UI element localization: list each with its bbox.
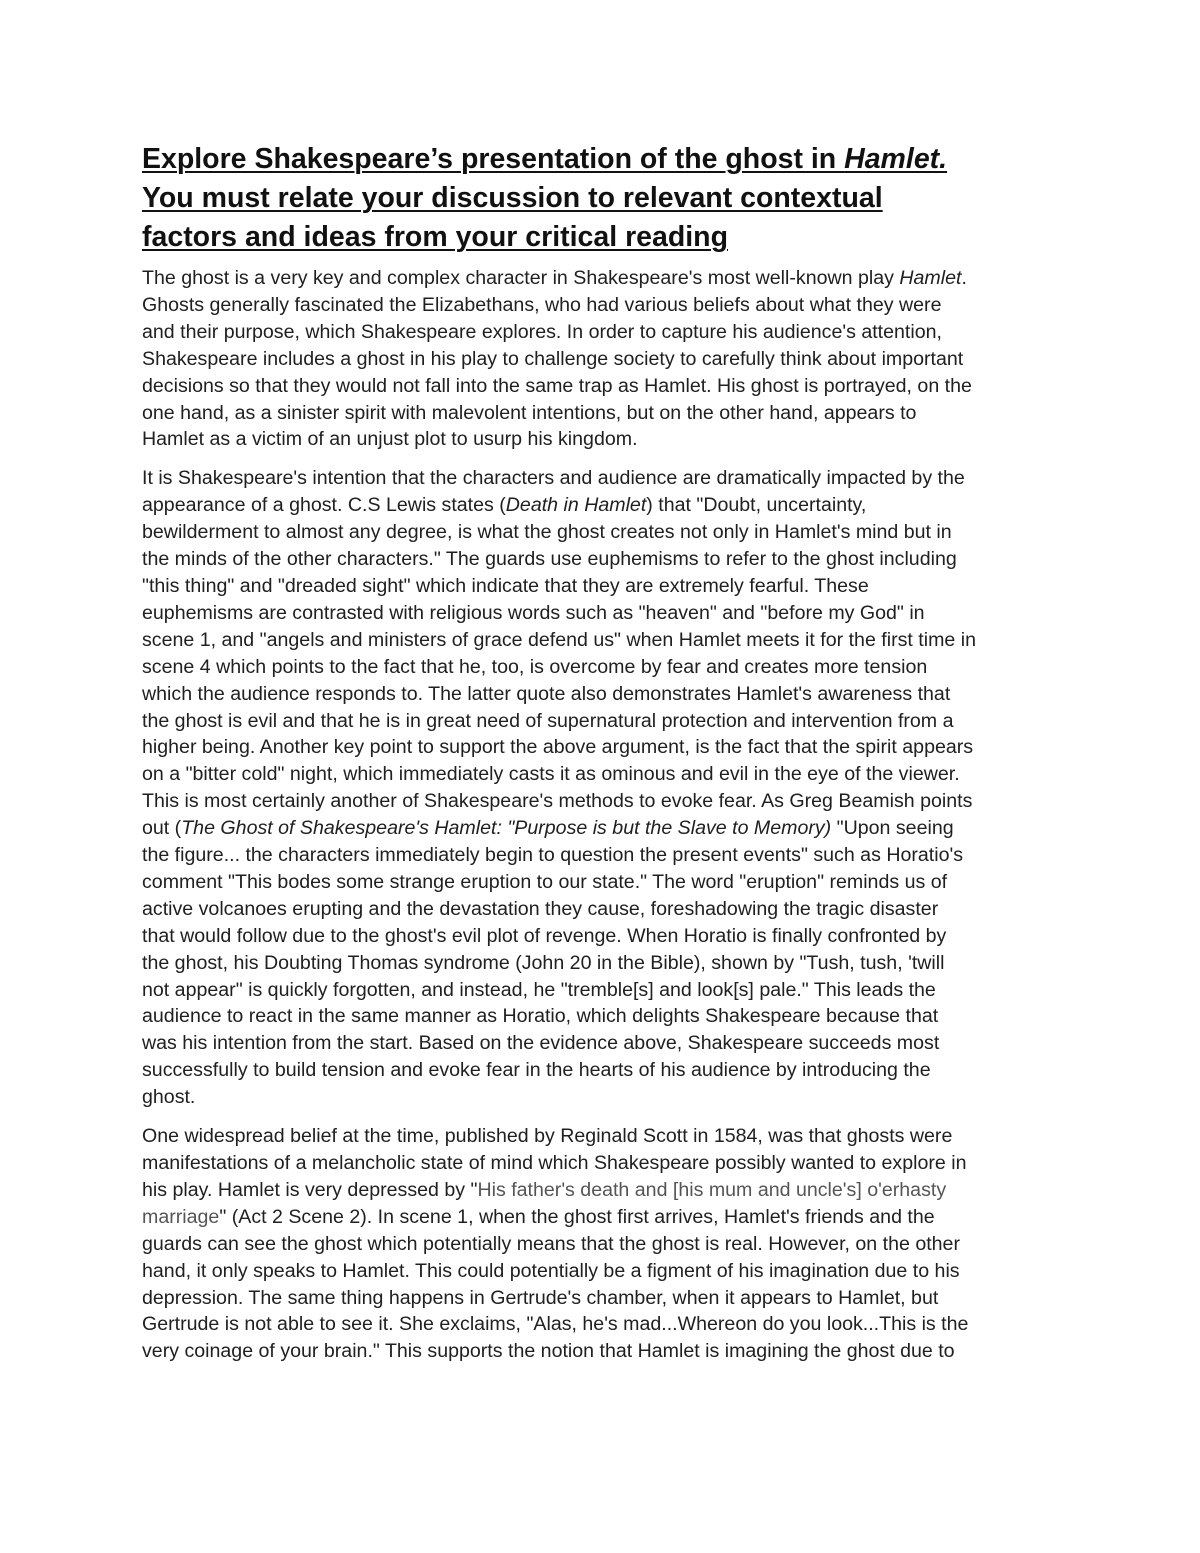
text-run: the ghost is evil and that he is in great need of supernatural protection and intervention from a: [142, 709, 954, 732]
text-line: [142, 1057, 1067, 1084]
text-run: scene 1, and "angels and ministers of grace defend us" when Hamlet meets it for the first time in: [142, 628, 976, 651]
text-line: [142, 627, 1067, 654]
text-line: [142, 292, 1067, 319]
text-line: [142, 519, 1067, 546]
text-line: [142, 373, 1067, 400]
text-run: and their purpose, which Shakespeare explores. In order to capture his audience's attention,: [142, 320, 942, 343]
paragraph: [142, 465, 1067, 1111]
document-page: [142, 140, 1067, 1377]
text-line: [142, 654, 1067, 681]
text-line: [142, 1338, 1067, 1365]
text-run: audience to react in the same manner as Horatio, which delights Shakespeare because that: [142, 1005, 939, 1028]
text-run: It is Shakespeare's intention that the characters and audience are dramatically impacted by the: [142, 467, 965, 490]
text-line: [142, 977, 1067, 1004]
text-run: One widespread belief at the time, published by Reginald Scott in 1584, was that ghosts were: [142, 1125, 953, 1148]
text-run: marriage: [142, 1205, 220, 1228]
text-run: that would follow due to the ghost's evil plot of revenge. When Horatio is finally confronted by: [142, 924, 947, 947]
text-run: which the audience responds to. The latter quote also demonstrates Hamlet's awareness that: [142, 682, 951, 705]
paragraph: [142, 1123, 1067, 1365]
text-line: [142, 492, 1067, 519]
text-line: [142, 465, 1067, 492]
text-run: Gertrude is not able to see it. She exclaims, "Alas, he's mad...Whereon do you look...This is the: [142, 1313, 969, 1336]
text-run: one hand, as a sinister spirit with malevolent intentions, but on the other hand, appears to: [142, 401, 917, 424]
text-line: [142, 869, 1067, 896]
text-line: [142, 896, 1067, 923]
text-run: This is most certainly another of Shakespeare's methods to evoke fear. As Greg Beamish points: [142, 790, 973, 813]
text-line: [142, 265, 1067, 292]
text-line: [142, 1030, 1067, 1057]
text-run: comment "This bodes some strange eruption to our state." The word "eruption" reminds us of: [142, 870, 948, 893]
text-run: the minds of the other characters." The guards use euphemisms to refer to the ghost including: [142, 548, 957, 571]
text-line: [142, 400, 1067, 427]
text-line: [142, 1177, 1067, 1204]
title-line: factors and ideas from your critical reading: [142, 221, 729, 253]
title-line: You must relate your discussion to relevant contextual: [142, 182, 883, 214]
text-run: His father's death and [his mum and uncle's] o'erhasty: [477, 1178, 947, 1201]
text-run: "this thing" and "dreaded sight" which indicate that they are extremely fearful. These: [142, 574, 869, 597]
text-line: [142, 426, 1067, 453]
text-run: Ghosts generally fascinated the Elizabethans, who had various beliefs about what they were: [142, 293, 942, 316]
text-run: .: [961, 267, 967, 289]
text-run: out (: [142, 817, 182, 840]
text-line: [142, 681, 1067, 708]
text-run: The ghost is a very key and complex character in Shakespeare's most well-known play: [142, 267, 900, 289]
text-run: ) that "Doubt, uncertainty,: [646, 494, 867, 517]
text-line: [142, 1003, 1067, 1030]
text-line: [142, 600, 1067, 627]
italic-run: The Ghost of Shakespeare's Hamlet: "Purpose is but the Slave to Memory): [181, 817, 832, 840]
text-run: Shakespeare includes a ghost in his play to challenge society to carefully think about important: [142, 347, 964, 370]
text-run: scene 4 which points to the fact that he, too, is overcome by fear and creates more tension: [142, 655, 928, 678]
text-line: [142, 1123, 1067, 1150]
text-line: [142, 546, 1067, 573]
text-run: " (Act 2 Scene 2). In scene 1, when the ghost first arrives, Hamlet's friends and the: [219, 1205, 935, 1228]
text-run: not appear" is quickly forgotten, and instead, he "tremble[s] and look[s] pale." This leads the: [142, 978, 936, 1001]
text-line: [142, 734, 1067, 761]
text-run: successfully to build tension and evoke fear in the hearts of his audience by introducing the: [142, 1059, 931, 1082]
text-line: [142, 950, 1067, 977]
text-line: [142, 346, 1067, 373]
text-line: [142, 1285, 1067, 1312]
text-line: [142, 923, 1067, 950]
essay-title: [142, 140, 1067, 257]
text-line: [142, 1204, 1067, 1231]
text-run: was his intention from the start. Based on the evidence above, Shakespeare succeeds most: [142, 1032, 940, 1055]
text-line: [142, 815, 1067, 842]
text-run: the ghost, his Doubting Thomas syndrome (John 20 in the Bible), shown by "Tush, tush, 'twill: [142, 951, 945, 974]
text-run: appearance of a ghost. C.S Lewis states (: [142, 494, 506, 517]
text-run: Hamlet as a victim of an unjust plot to usurp his kingdom.: [142, 428, 638, 451]
text-run: guards can see the ghost which potentially means that the ghost is real. However, on the other: [142, 1232, 960, 1255]
text-run: higher being. Another key point to support the above argument, is the fact that the spirit appears: [142, 736, 974, 759]
text-run: hand, it only speaks to Hamlet. This could potentially be a figment of his imagination due to his: [142, 1259, 960, 1282]
text-line: [142, 1258, 1067, 1285]
text-run: euphemisms are contrasted with religious words such as "heaven" and "before my God" in: [142, 601, 925, 624]
text-run: active volcanoes erupting and the devastation they cause, foreshadowing the tragic disaster: [142, 897, 939, 920]
paragraph: [142, 265, 1067, 453]
essay-body: [142, 265, 1067, 1365]
text-line: [142, 842, 1067, 869]
text-run: very coinage of your brain." This supports the notion that Hamlet is imagining the ghost due to: [142, 1340, 955, 1363]
text-line: [142, 1311, 1067, 1338]
text-line: [142, 1084, 1067, 1111]
text-line: [142, 319, 1067, 346]
text-run: bewilderment to almost any degree, is what the ghost creates not only in Hamlet's mind but in: [142, 521, 952, 544]
text-run: decisions so that they would not fall into the same trap as Hamlet. His ghost is portrayed, on the: [142, 374, 972, 397]
text-line: [142, 573, 1067, 600]
title-line: Explore Shakespeare’s presentation of the ghost in Hamlet.: [142, 143, 948, 175]
italic-run: Hamlet: [899, 267, 962, 289]
italic-run: Death in Hamlet: [505, 494, 647, 517]
text-line: [142, 788, 1067, 815]
text-run: depression. The same thing happens in Gertrude's chamber, when it appears to Hamlet, but: [142, 1286, 939, 1309]
text-run: ghost.: [142, 1086, 196, 1109]
text-line: [142, 708, 1067, 735]
text-run: on a "bitter cold" night, which immediately casts it as ominous and evil in the eye of the viewer.: [142, 763, 960, 786]
text-run: manifestations of a melancholic state of mind which Shakespeare possibly wanted to explore in: [142, 1152, 967, 1174]
text-line: [142, 1150, 1067, 1177]
text-line: [142, 1231, 1067, 1258]
text-run: "Upon seeing: [831, 817, 954, 840]
text-line: [142, 761, 1067, 788]
text-run: the figure... the characters immediately begin to question the present events" such as Horatio's: [142, 844, 964, 867]
text-run: his play. Hamlet is very depressed by ": [142, 1178, 478, 1201]
